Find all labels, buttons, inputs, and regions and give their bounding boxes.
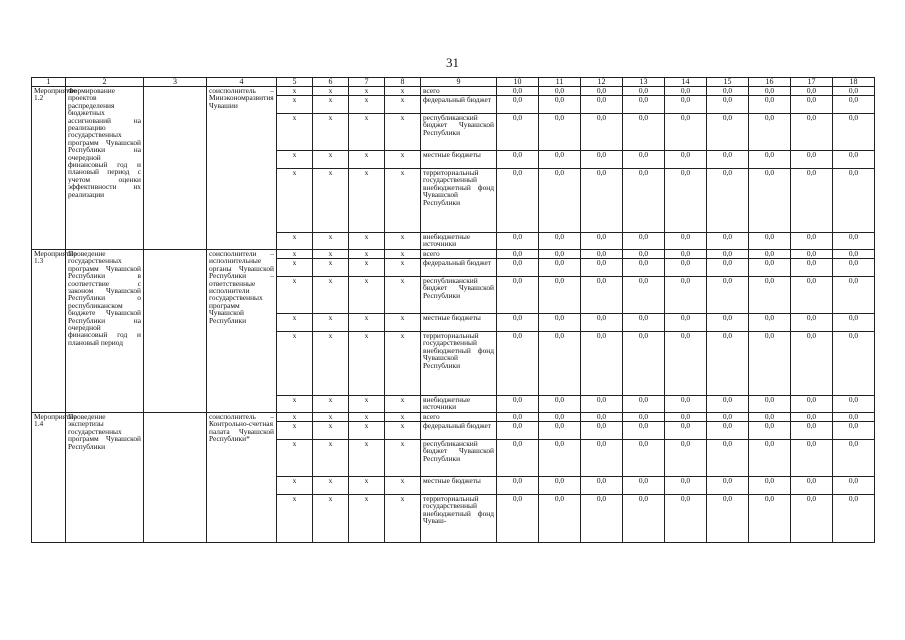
value-cell: 0,0 bbox=[707, 151, 749, 169]
value-cell: 0,0 bbox=[581, 396, 623, 413]
header-cell: 14 bbox=[665, 78, 707, 87]
value-cell: 0,0 bbox=[665, 87, 707, 96]
code-cell: x bbox=[277, 114, 313, 151]
header-cell: 2 bbox=[66, 78, 144, 87]
value-cell: 0,0 bbox=[539, 114, 581, 151]
value-cell: 0,0 bbox=[497, 233, 539, 250]
activity-name: Формирование проектов распределения бюджетных ассигнований на реализацию государственных программ Чувашской Республики на очередной финансовый год и плановый период с учетом оценки эффективности их реализации bbox=[66, 87, 144, 250]
code-cell: x bbox=[313, 440, 349, 477]
code-cell: x bbox=[385, 250, 421, 259]
value-cell: 0,0 bbox=[581, 151, 623, 169]
value-cell: 0,0 bbox=[707, 413, 749, 422]
value-cell: 0,0 bbox=[707, 259, 749, 277]
header-row bbox=[32, 78, 875, 87]
value-cell: 0,0 bbox=[665, 169, 707, 233]
value-cell: 0,0 bbox=[791, 169, 833, 233]
value-cell: 0,0 bbox=[497, 151, 539, 169]
value-cell: 0,0 bbox=[791, 233, 833, 250]
funding-source: федеральный бюджет bbox=[421, 422, 497, 440]
value-cell: 0,0 bbox=[665, 114, 707, 151]
code-cell: x bbox=[277, 314, 313, 332]
code-cell: x bbox=[277, 332, 313, 396]
value-cell: 0,0 bbox=[581, 250, 623, 259]
code-cell: x bbox=[385, 440, 421, 477]
value-cell: 0,0 bbox=[707, 250, 749, 259]
value-cell: 0,0 bbox=[707, 332, 749, 396]
value-cell: 0,0 bbox=[707, 96, 749, 114]
code-cell: x bbox=[385, 422, 421, 440]
value-cell: 0,0 bbox=[833, 477, 875, 495]
value-cell: 0,0 bbox=[665, 332, 707, 396]
code-cell: x bbox=[277, 277, 313, 314]
value-cell: 0,0 bbox=[623, 413, 665, 422]
code-cell: x bbox=[313, 413, 349, 422]
value-cell: 0,0 bbox=[581, 495, 623, 543]
code-cell: x bbox=[277, 151, 313, 169]
activity-name: Проведение экспертизы государственных программ Чувашской Республики bbox=[66, 413, 144, 543]
value-cell: 0,0 bbox=[665, 233, 707, 250]
program-table bbox=[31, 77, 875, 543]
header-cell: 8 bbox=[385, 78, 421, 87]
code-cell: x bbox=[277, 422, 313, 440]
value-cell: 0,0 bbox=[581, 233, 623, 250]
header-cell: 4 bbox=[207, 78, 277, 87]
code-cell: x bbox=[385, 87, 421, 96]
header-cell: 12 bbox=[581, 78, 623, 87]
value-cell: 0,0 bbox=[623, 233, 665, 250]
code-cell: x bbox=[385, 332, 421, 396]
code-cell: x bbox=[349, 259, 385, 277]
value-cell: 0,0 bbox=[749, 477, 791, 495]
header-cell: 10 bbox=[497, 78, 539, 87]
value-cell: 0,0 bbox=[539, 332, 581, 396]
header-cell: 1 bbox=[32, 78, 66, 87]
value-cell: 0,0 bbox=[665, 440, 707, 477]
code-cell: x bbox=[313, 422, 349, 440]
code-cell: x bbox=[313, 259, 349, 277]
value-cell: 0,0 bbox=[749, 314, 791, 332]
value-cell: 0,0 bbox=[539, 396, 581, 413]
value-cell: 0,0 bbox=[497, 96, 539, 114]
value-cell: 0,0 bbox=[791, 114, 833, 151]
value-cell: 0,0 bbox=[707, 440, 749, 477]
value-cell: 0,0 bbox=[665, 151, 707, 169]
value-cell: 0,0 bbox=[665, 259, 707, 277]
funding-source: федеральный бюджет bbox=[421, 259, 497, 277]
code-cell: x bbox=[349, 477, 385, 495]
value-cell: 0,0 bbox=[749, 396, 791, 413]
value-cell: 0,0 bbox=[497, 314, 539, 332]
activity-code: Мероприятие 1.4 bbox=[32, 413, 66, 543]
code-cell: x bbox=[349, 151, 385, 169]
value-cell: 0,0 bbox=[539, 495, 581, 543]
value-cell: 0,0 bbox=[833, 250, 875, 259]
value-cell: 0,0 bbox=[539, 477, 581, 495]
value-cell: 0,0 bbox=[623, 477, 665, 495]
code-cell: x bbox=[313, 396, 349, 413]
value-cell: 0,0 bbox=[497, 396, 539, 413]
value-cell: 0,0 bbox=[581, 96, 623, 114]
value-cell: 0,0 bbox=[791, 314, 833, 332]
value-cell: 0,0 bbox=[833, 396, 875, 413]
code-cell: x bbox=[277, 477, 313, 495]
activity-executor: соисполнитель – Минэкономразвития Чувашии bbox=[207, 87, 277, 250]
code-cell: x bbox=[385, 96, 421, 114]
value-cell: 0,0 bbox=[791, 495, 833, 543]
value-cell: 0,0 bbox=[791, 422, 833, 440]
value-cell: 0,0 bbox=[581, 440, 623, 477]
header-cell: 13 bbox=[623, 78, 665, 87]
header-cell: 18 bbox=[833, 78, 875, 87]
value-cell: 0,0 bbox=[539, 87, 581, 96]
page-number: 31 bbox=[446, 55, 459, 70]
value-cell: 0,0 bbox=[497, 495, 539, 543]
value-cell: 0,0 bbox=[623, 259, 665, 277]
value-cell: 0,0 bbox=[623, 96, 665, 114]
value-cell: 0,0 bbox=[665, 413, 707, 422]
code-cell: x bbox=[277, 96, 313, 114]
activity-executor: соисполнитель – Контрольно-счетная палата Чувашской Республики* bbox=[207, 413, 277, 543]
value-cell: 0,0 bbox=[791, 477, 833, 495]
value-cell: 0,0 bbox=[833, 259, 875, 277]
code-cell: x bbox=[313, 151, 349, 169]
funding-source: территориальный государственный внебюджетный фонд Чуваш- bbox=[421, 495, 497, 543]
value-cell: 0,0 bbox=[623, 440, 665, 477]
code-cell: x bbox=[349, 277, 385, 314]
activity-name: Проведение государственных программ Чувашской Республики в соответствие с законом Чувашской Республики о республиканском бюджете Чувашской Республики на очередной финансовый год и плановый период bbox=[66, 250, 144, 413]
value-cell: 0,0 bbox=[707, 233, 749, 250]
header-cell: 17 bbox=[791, 78, 833, 87]
code-cell: x bbox=[313, 250, 349, 259]
funding-source: местные бюджеты bbox=[421, 477, 497, 495]
value-cell: 0,0 bbox=[833, 169, 875, 233]
value-cell: 0,0 bbox=[749, 259, 791, 277]
funding-source: всего bbox=[421, 87, 497, 96]
value-cell: 0,0 bbox=[539, 250, 581, 259]
value-cell: 0,0 bbox=[791, 277, 833, 314]
value-cell: 0,0 bbox=[665, 277, 707, 314]
value-cell: 0,0 bbox=[623, 332, 665, 396]
value-cell: 0,0 bbox=[623, 277, 665, 314]
value-cell: 0,0 bbox=[497, 259, 539, 277]
value-cell: 0,0 bbox=[749, 250, 791, 259]
code-cell: x bbox=[349, 396, 385, 413]
table-body bbox=[32, 78, 875, 543]
value-cell: 0,0 bbox=[539, 413, 581, 422]
code-cell: x bbox=[349, 250, 385, 259]
value-cell: 0,0 bbox=[791, 250, 833, 259]
code-cell: x bbox=[385, 114, 421, 151]
value-cell: 0,0 bbox=[623, 250, 665, 259]
value-cell: 0,0 bbox=[539, 277, 581, 314]
header-cell: 11 bbox=[539, 78, 581, 87]
value-cell: 0,0 bbox=[833, 495, 875, 543]
code-cell: x bbox=[385, 495, 421, 543]
value-cell: 0,0 bbox=[791, 151, 833, 169]
value-cell: 0,0 bbox=[833, 151, 875, 169]
value-cell: 0,0 bbox=[707, 169, 749, 233]
value-cell: 0,0 bbox=[833, 422, 875, 440]
value-cell: 0,0 bbox=[539, 259, 581, 277]
code-cell: x bbox=[313, 233, 349, 250]
funding-source: местные бюджеты bbox=[421, 151, 497, 169]
value-cell: 0,0 bbox=[665, 422, 707, 440]
code-cell: x bbox=[385, 413, 421, 422]
value-cell: 0,0 bbox=[665, 314, 707, 332]
value-cell: 0,0 bbox=[581, 169, 623, 233]
code-cell: x bbox=[277, 233, 313, 250]
value-cell: 0,0 bbox=[623, 151, 665, 169]
value-cell: 0,0 bbox=[623, 422, 665, 440]
code-cell: x bbox=[349, 87, 385, 96]
funding-source: федеральный бюджет bbox=[421, 96, 497, 114]
value-cell: 0,0 bbox=[749, 277, 791, 314]
code-cell: x bbox=[349, 233, 385, 250]
value-cell: 0,0 bbox=[581, 422, 623, 440]
value-cell: 0,0 bbox=[707, 87, 749, 96]
code-cell: x bbox=[385, 259, 421, 277]
value-cell: 0,0 bbox=[623, 114, 665, 151]
value-cell: 0,0 bbox=[707, 477, 749, 495]
funding-source: территориальный государственный внебюджетный фонд Чувашской Республики bbox=[421, 169, 497, 233]
code-cell: x bbox=[277, 440, 313, 477]
value-cell: 0,0 bbox=[497, 440, 539, 477]
code-cell: x bbox=[349, 314, 385, 332]
funding-source: всего bbox=[421, 250, 497, 259]
code-cell: x bbox=[349, 332, 385, 396]
code-cell: x bbox=[385, 396, 421, 413]
value-cell: 0,0 bbox=[833, 96, 875, 114]
funding-source: внебюджетные источники bbox=[421, 233, 497, 250]
funding-source: республиканский бюджет Чувашской Республики bbox=[421, 114, 497, 151]
value-cell: 0,0 bbox=[791, 259, 833, 277]
value-cell: 0,0 bbox=[749, 96, 791, 114]
code-cell: x bbox=[313, 96, 349, 114]
value-cell: 0,0 bbox=[749, 114, 791, 151]
value-cell: 0,0 bbox=[791, 440, 833, 477]
code-cell: x bbox=[277, 396, 313, 413]
code-cell: x bbox=[349, 422, 385, 440]
code-cell: x bbox=[385, 151, 421, 169]
value-cell: 0,0 bbox=[539, 314, 581, 332]
value-cell: 0,0 bbox=[749, 422, 791, 440]
value-cell: 0,0 bbox=[749, 233, 791, 250]
activity-executor: соисполнители – исполнительные органы Чувашской Республики – ответственные исполнители государственных программ Чувашской Республики bbox=[207, 250, 277, 413]
funding-source: внебюджетные источники bbox=[421, 396, 497, 413]
activity-col3 bbox=[144, 250, 207, 413]
code-cell: x bbox=[313, 114, 349, 151]
value-cell: 0,0 bbox=[581, 332, 623, 396]
value-cell: 0,0 bbox=[791, 96, 833, 114]
value-cell: 0,0 bbox=[497, 413, 539, 422]
code-cell: x bbox=[313, 87, 349, 96]
header-cell: 16 bbox=[749, 78, 791, 87]
activity-col3 bbox=[144, 413, 207, 543]
code-cell: x bbox=[385, 314, 421, 332]
value-cell: 0,0 bbox=[581, 477, 623, 495]
value-cell: 0,0 bbox=[749, 440, 791, 477]
header-cell: 7 bbox=[349, 78, 385, 87]
code-cell: x bbox=[385, 477, 421, 495]
code-cell: x bbox=[277, 169, 313, 233]
code-cell: x bbox=[349, 169, 385, 233]
value-cell: 0,0 bbox=[539, 233, 581, 250]
value-cell: 0,0 bbox=[833, 87, 875, 96]
value-cell: 0,0 bbox=[791, 413, 833, 422]
value-cell: 0,0 bbox=[581, 314, 623, 332]
value-cell: 0,0 bbox=[833, 413, 875, 422]
value-cell: 0,0 bbox=[833, 233, 875, 250]
value-cell: 0,0 bbox=[581, 259, 623, 277]
value-cell: 0,0 bbox=[707, 114, 749, 151]
value-cell: 0,0 bbox=[497, 87, 539, 96]
value-cell: 0,0 bbox=[665, 477, 707, 495]
value-cell: 0,0 bbox=[581, 114, 623, 151]
value-cell: 0,0 bbox=[833, 440, 875, 477]
value-cell: 0,0 bbox=[581, 413, 623, 422]
value-cell: 0,0 bbox=[707, 314, 749, 332]
value-cell: 0,0 bbox=[665, 250, 707, 259]
value-cell: 0,0 bbox=[665, 396, 707, 413]
value-cell: 0,0 bbox=[749, 169, 791, 233]
value-cell: 0,0 bbox=[623, 87, 665, 96]
value-cell: 0,0 bbox=[497, 250, 539, 259]
code-cell: x bbox=[349, 96, 385, 114]
code-cell: x bbox=[313, 495, 349, 543]
funding-source: всего bbox=[421, 413, 497, 422]
funding-source: республиканский бюджет Чувашской Республики bbox=[421, 440, 497, 477]
code-cell: x bbox=[349, 495, 385, 543]
activity-code: Мероприятие 1.2 bbox=[32, 87, 66, 250]
code-cell: x bbox=[313, 332, 349, 396]
value-cell: 0,0 bbox=[707, 422, 749, 440]
value-cell: 0,0 bbox=[749, 413, 791, 422]
value-cell: 0,0 bbox=[581, 277, 623, 314]
value-cell: 0,0 bbox=[791, 332, 833, 396]
code-cell: x bbox=[349, 114, 385, 151]
value-cell: 0,0 bbox=[497, 169, 539, 233]
funding-source: местные бюджеты bbox=[421, 314, 497, 332]
code-cell: x bbox=[277, 87, 313, 96]
header-cell: 3 bbox=[144, 78, 207, 87]
header-cell: 5 bbox=[277, 78, 313, 87]
code-cell: x bbox=[277, 495, 313, 543]
funding-source: республиканский бюджет Чувашской Республики bbox=[421, 277, 497, 314]
code-cell: x bbox=[277, 413, 313, 422]
code-cell: x bbox=[313, 277, 349, 314]
code-cell: x bbox=[349, 413, 385, 422]
value-cell: 0,0 bbox=[623, 169, 665, 233]
activity-code: Мероприятие 1.3 bbox=[32, 250, 66, 413]
value-cell: 0,0 bbox=[707, 277, 749, 314]
value-cell: 0,0 bbox=[833, 277, 875, 314]
code-cell: x bbox=[277, 250, 313, 259]
header-cell: 9 bbox=[421, 78, 497, 87]
value-cell: 0,0 bbox=[749, 151, 791, 169]
value-cell: 0,0 bbox=[665, 96, 707, 114]
funding-source: территориальный государственный внебюджетный фонд Чувашской Республики bbox=[421, 332, 497, 396]
value-cell: 0,0 bbox=[623, 495, 665, 543]
activity-col3 bbox=[144, 87, 207, 250]
value-cell: 0,0 bbox=[539, 422, 581, 440]
value-cell: 0,0 bbox=[791, 396, 833, 413]
value-cell: 0,0 bbox=[539, 440, 581, 477]
value-cell: 0,0 bbox=[749, 495, 791, 543]
value-cell: 0,0 bbox=[707, 495, 749, 543]
value-cell: 0,0 bbox=[749, 87, 791, 96]
code-cell: x bbox=[277, 259, 313, 277]
code-cell: x bbox=[313, 314, 349, 332]
code-cell: x bbox=[349, 440, 385, 477]
code-cell: x bbox=[385, 233, 421, 250]
value-cell: 0,0 bbox=[539, 151, 581, 169]
header-cell: 15 bbox=[707, 78, 749, 87]
value-cell: 0,0 bbox=[665, 495, 707, 543]
value-cell: 0,0 bbox=[497, 277, 539, 314]
value-cell: 0,0 bbox=[749, 332, 791, 396]
value-cell: 0,0 bbox=[497, 477, 539, 495]
code-cell: x bbox=[313, 169, 349, 233]
value-cell: 0,0 bbox=[833, 332, 875, 396]
value-cell: 0,0 bbox=[833, 114, 875, 151]
value-cell: 0,0 bbox=[539, 96, 581, 114]
value-cell: 0,0 bbox=[497, 332, 539, 396]
header-cell: 6 bbox=[313, 78, 349, 87]
value-cell: 0,0 bbox=[791, 87, 833, 96]
value-cell: 0,0 bbox=[497, 114, 539, 151]
value-cell: 0,0 bbox=[623, 314, 665, 332]
code-cell: x bbox=[385, 277, 421, 314]
value-cell: 0,0 bbox=[539, 169, 581, 233]
value-cell: 0,0 bbox=[497, 422, 539, 440]
value-cell: 0,0 bbox=[707, 396, 749, 413]
code-cell: x bbox=[385, 169, 421, 233]
value-cell: 0,0 bbox=[833, 314, 875, 332]
value-cell: 0,0 bbox=[623, 396, 665, 413]
value-cell: 0,0 bbox=[581, 87, 623, 96]
code-cell: x bbox=[313, 477, 349, 495]
